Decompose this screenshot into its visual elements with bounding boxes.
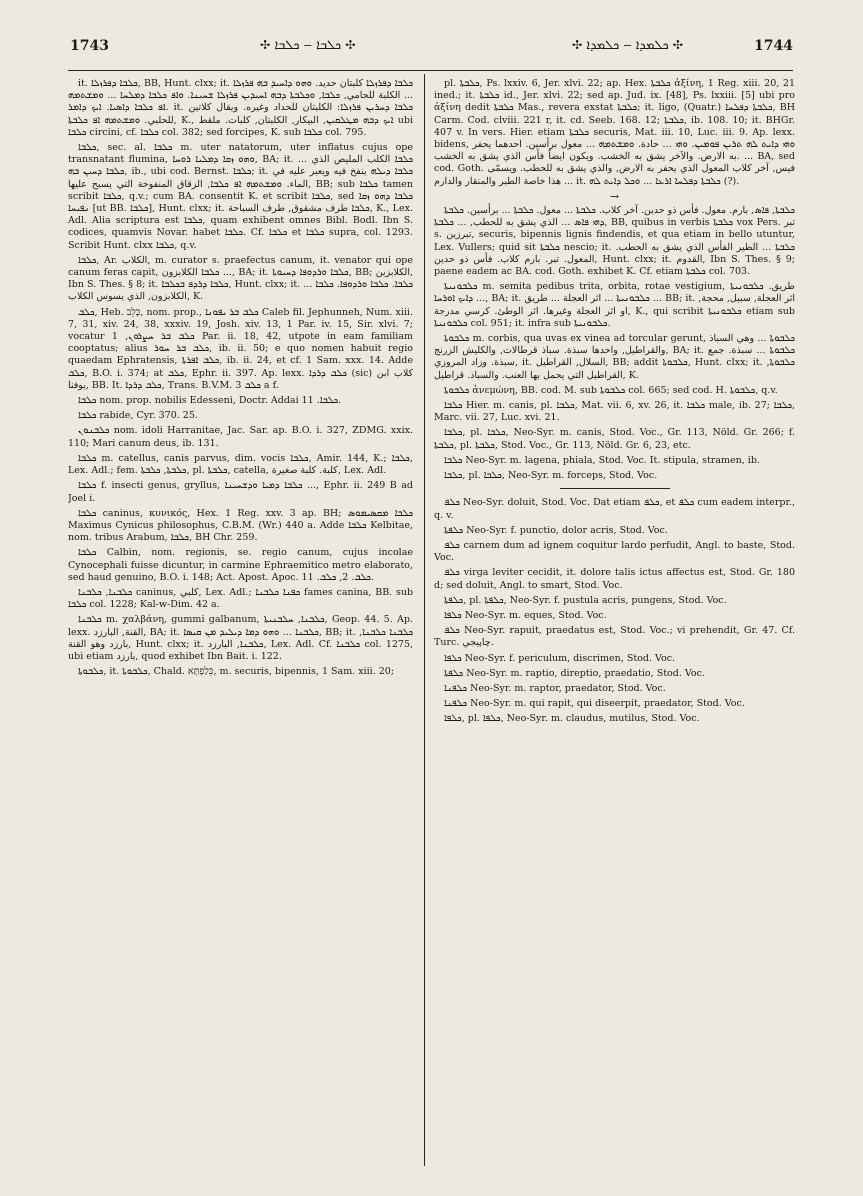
header-rule: [68, 70, 793, 71]
entry: ܟܠܒܢܐ, ܟܠܒܢܐ caninus, كلبي, Lex. Adl.; ܟܦܢܐ ܟܠܒܢܐ fames canina, BB. sub ܟܠܒܐ col. 1228; Kal-w-Dim. 42 a.: [68, 586, 413, 611]
entry: ܟܠܒܐ Hier. m. canis, pl. ܟܠܒܐ, Mat. vii. 6, xv. 26, it. ܟܠܒܐ male, ib. 27; ܟܠܒܐ, Marc. vii. 27, Luc. xvi. 21.: [434, 400, 795, 424]
entry: ܟܠܦ carnem dum ad ignem coquitur lardo perfudit, Angl. to baste, Stod. Voc.: [434, 539, 795, 564]
entry: ܟܠܦܬܐ Neo-Syr. f. punctio, dolor acris, Stod. Voc.: [444, 524, 668, 536]
entry: ܟܠܦܐ Neo-Syr. m. eques, Stod. Voc.: [444, 609, 607, 621]
entry: ܟܠܒܐ, sec. al. ܟܠܒܐ m. uter natatorum, uter inflatus cujus ope transnatant flumina, ܘܗܘ ܙܩܐ ܕܡܠܝܐ ܪܘܚܐ, BA; it. ܟܠܒܐ الكلب المليص الذي ... ܟܠܒܐ ܕܚܝܢ ܒܗ, ib., ubi cod. Bernst. ܟܠܒܐ; it. ܟܠܒܐ ܕܝܠܗ ينفخ فيه ويعبر عليه في الماء. ܘܡܫܬܡܗ ܐܦ ܟܠܒܐ, الزقاق المنفوخة التي يسبح عليها, BB; sub ܟܠܒܐ tamen scribit ܟܠܒܐ, q.v.; cum BA. consentit K. et scribit ܟܠܒܐ, sed ܟܠܒܐ ܕܗܘ ܙܩܐ ܢܦܝܚܐ [ut BB. ܟܠܒܐ], Hunt. clxx; it. ܟܠܒܐ طرف مشقوق, طرف السباحة, K., Lex. Adl. Alia scriptura est ܟܠܒܐ, quam exhibent omnes Bibl. Bodl. Ibn S. codices, quamvis Novar. habet ܟܠܒܐ. Cf. ܟܠܒܐ et ܟܠܒܐ supra, col. 1293. Scribit Hunt. clxx ܟܠܒܐ, q.v.: [68, 142, 413, 251]
entry: ܟܠܒܐ f. insecti genus, gryllus, ܟܠܒܐ ܕܡܝܐ ܘܕܫܚܝܢܐ ..., Ephr. ii. 249 B ad Joel i.: [68, 480, 413, 504]
entry: ܟܠܦܐ, pl. ܟܠܦܐ, Neo-Syr. m. claudus, mutilus, Stod. Voc.: [444, 713, 700, 725]
entry: ܟܠܒܐ m. catellus, canis parvus, dim. vocis ܟܠܒܐ, Amir. 144, K.; ܟܠܒܐ, Lex. Adl.; fem. ܟܠܒܬܐ, ܟܠܒܬܐ, pl. ܟܠܒܬܐ, catella, كلبة. كلبة صغيرة, Lex. Adl.: [68, 452, 413, 477]
right-page-number: 1744: [754, 38, 793, 54]
entry: ܟܠܒܢܘܢ nom. idoli Harranitae, Jac. Sar. ap. B.O. i. 327, ZDMG. xxix. 110; Mari canum deus, ib. 131.: [68, 425, 413, 449]
entry: it. ܟܠܒܐ ܕܦܪܙܠܐ, BB, Hunt. clxx; it. ܟܠܒܐ ܕܦܪܙܠܐ كلبتان حديد. ܘܗܘ ܕܐܚܝܕ ܒܗ ܦܪܙܠܐ ... الكلبة للحامي, ܟܠܒܐ, ܘܟܠܒܬܐ ܕܒܗ ܐܚܝܕܝܢ ܦܪܙܠܐ ܫܚܝܢܐ. ܘܐܦ ܟܠܒܐ ܕܡܠܚܐ ... ܘܡܫܬܡܗ ܐܦ ܟܠܒܐ ܕܐܣܝܐ. ܐܝܟ ܕܐܡܪ. it. ܟܠܒܐ ܕܚܪܝܢ ܦܪܙܠܐ: الكلبتان للحداد وغيره. ويقال كلاتين للحلبي. ܘܡܫܬܡܗ ܐܦ ܟܠܒܬܐ, K., ܐܝܟ ܕܒܗ ܡܛܠܩܝܢ, البيكار, الكلبتان, كلبات. ملقط ubi ܟܠܒܐ circini, cf. ܟܠܒܐ col. 382; sed forcipes, K. sub ܟܠܒܐ col. 795.: [68, 78, 413, 138]
entry: ܟܠܒ, Heb. כָּלֵב, nom. prop., ܟܠܒ ܒܪ ܝܦܘܢܐ Caleb fil. Jephunneh, Num. xiii. 7, 31, xiv. 24, 38, xxxiv. 19, Josh. xiv. 13, 1 Par. iv. 15, Sir. xlvi. 7; vocatur ܟܠܒ ܒܪ ܚܨܪܘܢ, 1 Par. ii. 18, 42, utpote in eam familiam cooptatus; alius ܟܠܒ ܒܪ ܚܘܪ, ib. ii. 50; e quo nomen habuit regio quaedam Ephratensis, ܟܠܒ ܐܦܪܬܐ, ib. ii. 24, et cf. 1 Sam. xxx. 14. Adde ܟܠܒ, B.O. i. 374; at ܟܠܒ, Ephr. ii. 397. Ap. lexx. ܟܠܒ ܕܪܕܐ (sic) كلاب ابن يوفنا, BB. It. ܟܠܒ ܕܪܕܐ, Trans. B.V.M. ܟܠܒ 3 a f.: [68, 306, 413, 391]
entry: ܟܠܒܐ rabide, Cyr. 370. 25.: [78, 410, 198, 422]
entry: ܟܠܒܘܢܝܬܐ m. semita pedibus trita, orbita, rotae vestigium, طريق. ܟܠܒܘܢܝܬܐ ܕܐܝܟ ܐܘܪܚܐ ..., BA; it. ܟܠܒܘܢܝܬܐ ... اثر العجلة ... طريق ... BB; it. اثر العجلة, سبيل, محجة, او اثر العجلة وغيرها. اثر الوطئ. كرسي مدرجة, K., qui scribit ܟܠܒܘܢܝܬܐ etiam sub ܟܠܒܘܢܝܬܐ col. 951; it. infra sub ܟܠܒܘܢܝܬܐ.: [434, 281, 795, 329]
entry: ܟܠܒܘܬܐ ἀνεμώνη, BB. cod. M. sub ܟܠܒܘܬܐ col. 665; sed cod. H. ܟܠܒܘܬܐ, q.v.: [444, 384, 778, 396]
entry: ܟܠܦ Neo-Syr. rapuit, praedatus est, Stod. Voc.; vi prehendit, Gr. 47. Cf. Turc. چاپيجي.: [434, 625, 795, 649]
entry: ܟܠܦܢܐ Neo-Syr. m. qui rapit, qui diseerpit, praedator, Stod. Voc.: [444, 698, 745, 710]
entry: ܟܠܒܐ, Ar. الكلاب, m. curator s. praefectus canum, it. venator qui ope canum feras capit, ܟܠܒܐ الكلابزون ..., BA; it. ܟܠܒܐ ܘܪܕܘܦܐ ܕܚܝܘܬܐ, BB; الكلابزين, Ibn S. Thes. § 8; it. ܟܠܒܐ ܕܪܕܦ ܒܟܠܒܐ, Hunt. clxx; it. ܟܠܒܐ. ܟܠܒܐ ܘܪܕܘܦܐ. ܟܠܒܐ ... الكلابزون, الذي يسوس الكلاب, K.: [68, 254, 413, 303]
entry: ܟܠܒܐ caninus, κυνικός, Hex. 1 Reg. xxv. 3 ap. BH; ܟܠܒܐ ܡܩܣܝܡܘܣ Maximus Cynicus philosophus, C.B.M. (Wr.) 440 a. Adde ܟܠܒܐ Kelbitae, nom. tribus Arabum, ܟܠܒܐ, BH Chr. 259.: [68, 507, 413, 544]
right-column: [434, 78, 795, 1166]
entry: ܟܠܒܐ Neo-Syr. m. lagena, phiala, Stod. Voc. It. stipula, stramen, ib.: [444, 454, 760, 466]
entry: ܟܠܒܐ nom. prop. nobilis Edesseni, Doctr. Addai ܟܠܒܐ. 11.: [78, 395, 342, 407]
entry: ܟܠܒܐ, pl. ܟܠܒܐ, Neo-Syr. m. forceps, Stod. Voc.: [444, 470, 658, 482]
entry: ܟܠܒܐ Calbin, nom. regionis, se. regio canum, cujus incolae Cynocephali fuisse dicuntur, in carmine Ephraemitico metro elaborato, sed haud genuino, B.O. i. 148; Act. Apost. Apoc. ܟܠܒ. 2, ܟܠܒ. 11.: [68, 547, 413, 583]
entry: ܟܠܦ virga leviter cecidit, it. dolore talis ictus affectus est, Stod. Gr. 180 d; sed doluit, Angl. to smart, Stod. Voc.: [434, 567, 795, 591]
arrow-marker: →: [609, 189, 620, 203]
entry: ܟܠܦ Neo-Syr. doluit, Stod. Voc. Dat etiam ܟܠܦ, et ܟܠܦ cum eadem interpr., q. v.: [434, 497, 795, 521]
column-separator: [424, 74, 425, 1166]
entry: ܟܠܦܢܐ Neo-Syr. m. raptor, praedator, Stod. Voc.: [444, 682, 666, 694]
left-column: [68, 78, 413, 1166]
entry: pl. ܟܠܒܬܐ, Ps. lxxiv. 6, Jer. xlvi. 22; ap. Hex. ܟܠܒܬܐ ἀξίνη, 1 Reg. xiii. 20, 21 ined.; it. ܟܠܒܬܐ id., Jer. xlvi. 22; sed ap. Jud. ix. [48], Ps. lxxiii. [5] ubi pro ἀξίνη dedit ܟܠܒܬܐ Mas., revera exstat ܟܠܒܬܐ; it. ligo, (Quatr.) ܟܠܒܬܐ ܕܦܠܚܐ, BH Carm. Cod. clviii. 221 r, it. cd. Seeb. 168. 12; ܟܠܒܬܐ, ib. 108. 10; it. BHGr. 407 v. In vers. Hier. etiam ܟܠܒܬܐ securis, Mat. iii. 10, Luc. iii. 9. Ap. lexx. bidens, ܘܗܝ ܕܐܝܬ ܠܗ ܬܪܝܢ ܦܘܡܝܢ. ܘܗܝ ... حادة. ܘܡܫܬܡܗ ... معول برأسين. احدهما يحفر به الارض. والآخر يشق به الخشب. ويكون ايضاً فأس الذي يشق به الخشب. ... BA, sed cod. Goth. فيس, آخر كلاب المعول الذي يحفر به الارض, والذي يشق به للحطب. ويسمّى هذا خاصة الطير والمنقار والدارم ... it. ܟܠܒܬܐ ܕܦܠܚܐ ܐܪܥܐ ... ܘܟܠ ܕܐܝܬ ܠܗ (?).: [434, 78, 795, 187]
entry: ܟܠܦܬܐ, pl. ܟܠܦܬܐ, Neo-Syr. f. pustula acris, pungens, Stod. Voc.: [444, 594, 727, 606]
left-page-number: 1743: [70, 38, 109, 54]
entry: ܟܠܒܢܐ m. χαλβάνη, gummi galbanum, ܟܠܒܢܐ, ܚܠܒܢܝܬܐ, Geop. 44. 5. Ap. lexx. القنة, البارزد, BA; it. ܟܠܒܢܐ ... ܘܗܘ ܕܡܐ ܕܝܠܝܕ ܡܢ ܩܝܣܐ, BB; it. ܟܠܒܢܐ ܟܠܒܢܐ, بارزد وهو القنة, Hunt. clxx; it. ܟܠܒܢܐ, البارزد, Lex. Adl. Cf. ܟܠܒܢܐ col. 1275, ubi etiam بارزد, quod exhibet Ibn Bait. i. 122.: [68, 614, 413, 662]
entry: ܟܠܒܐ, pl. ܟܠܒܐ, Neo-Syr. m. canis, Stod. Voc., Gr. 113, Nöld. Gr. 266; f. ܟܠܒܬܐ, pl. ܟܠܒܬܐ, Stod. Voc., Gr. 113, Nöld. Gr. 6, 23, etc.: [434, 427, 795, 451]
right-running-head: ✣ ܟܠܡܕܐ ‒ ܟܠܡܕܐ ✣: [572, 38, 683, 53]
entry: ܟܠܒܘܬܐ m. corbis, qua uvas ex vinea ad torcular gerunt, ܟܠܒܘܬܐ ... وهي السباذ والقراطيل, واحدها سبذة. سباذ قرطالات, والكليش الزرنج, BA; it. ܟܠܒܘܬܐ ... سبذة. جمع سبذة. وزاد المروزي, it. السلال, القراطيل, BB; addit ܟܠܒܘܬܐ, Hunt. clxx; it. ܟܠܒܘܬܐ, القراطيل التي يحمل بها العنب. والسباذ. قراطيل, K.: [434, 333, 795, 381]
entry: ܟܠܒܬܐ, ܦܐܣ, بارم. معول. فأس ذو حدين. آخر كلاب. ܟܠܒܬܐ ... معول. ܟܠܒܬܐ ... برأسين. ܟܠܒܬܐ ܕܗܝ ܦܐܣ ... الذي يشق به للحطب, ... ܟܠܒܬܐ, BB, quibus in verbis ܟܠܒܬܐ vox Pers. تبر s. تبرزين, securis, bipennis lignis findendis, et qua etiam in bello utuntur, Lex. Vullers; quid sit ܟܠܒܬܐ nescio; it. ܟܠܒܬܐ ... الطير الفأس الذي يشق به الحطب. المعول. تبر. بارم كلاب. فأس ذو حدين, Hunt. clxx; it. القدوم, Ibn S. Thes. § 9; paene eadem ac BA. cod. Goth. exhibet K. Cf. etiam ܟܠܒܬܐ col. 703.: [434, 205, 795, 278]
left-running-head: ✣ ܟܠܒܐ ‒ ܟܠܒܐ ✣: [260, 38, 356, 53]
entry: ܟܠܦܬܐ Neo-Syr. m. raptio, direptio, praedatio, Stod. Voc.: [444, 667, 705, 679]
page-header: [70, 36, 793, 60]
entry: ܟܠܦܐ Neo-Syr. f. periculum, discrimen, Stod. Voc.: [444, 652, 676, 664]
section-divider: [560, 488, 670, 489]
entry: ܟܠܒܘܬܐ, it. ܟܠܒܘܬܐ, Chald. כֵּלַפְתָּא, m. securis, bipennis, 1 Sam. xiii. 20;: [78, 666, 395, 678]
